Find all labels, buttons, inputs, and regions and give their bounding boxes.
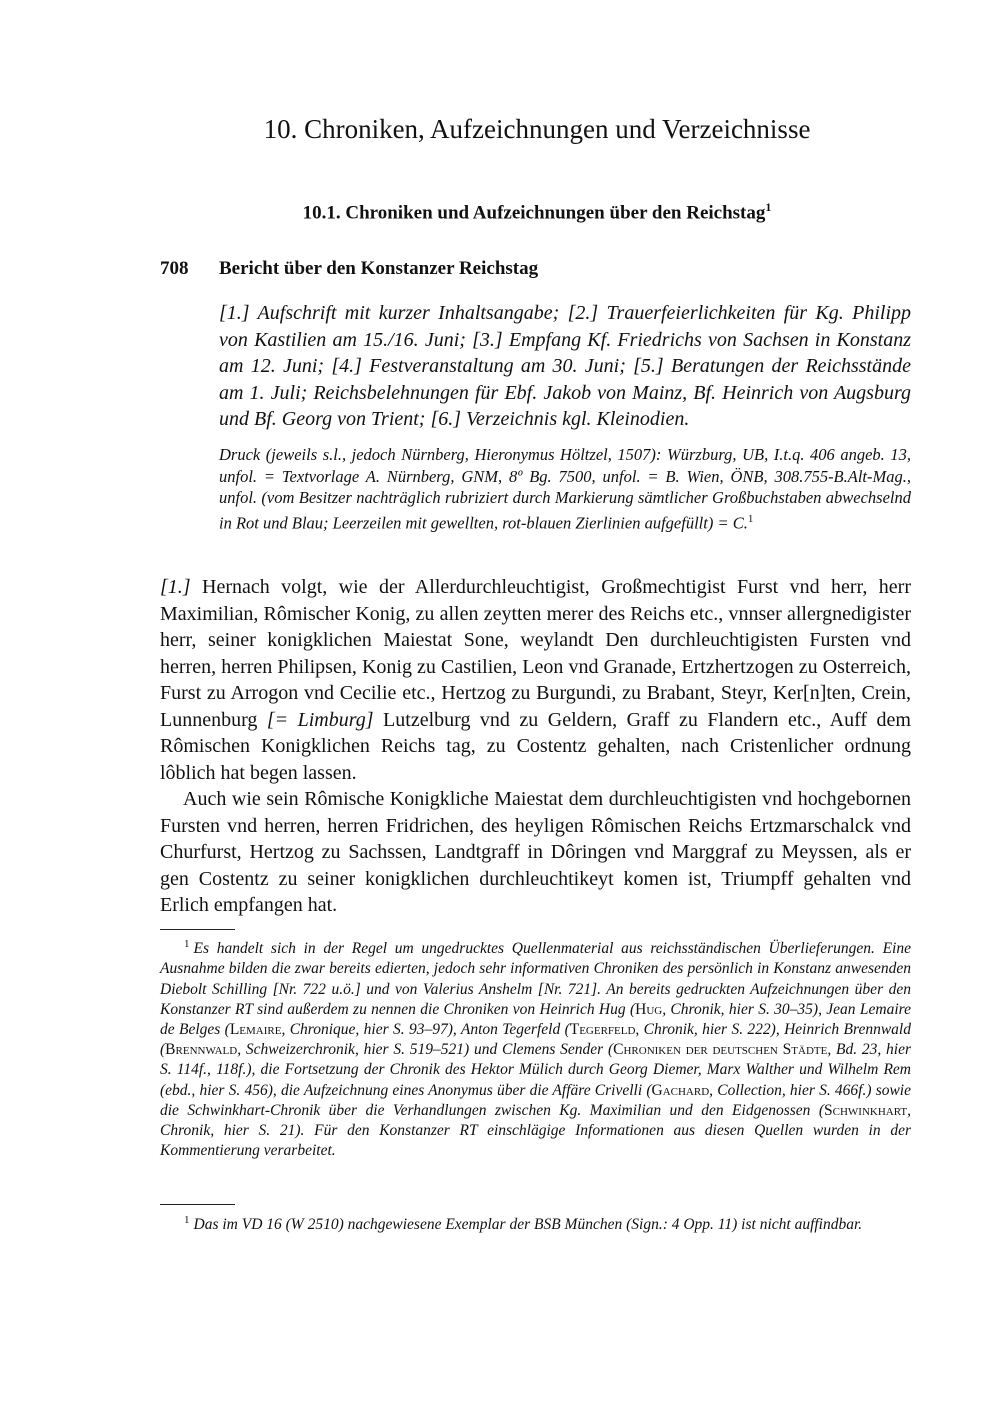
- section-title: [0, 200, 1004, 224]
- author-name: Brennwald: [165, 1041, 238, 1059]
- footnote-divider: [160, 929, 235, 930]
- section-title-text: 10.1. Chroniken und Aufzeichnungen über den Reichstag: [302, 202, 766, 224]
- paragraph-text: Lutzelburg vnd zu Geldern, Graff zu Flandern etc., Auff dem Rômischen Konigklichen Reichs tag, zu Costentz gehalten, nach Cristenlicher ordnung lôblich hat begen lassen.: [160, 708, 911, 784]
- paragraph-label: [1.]: [160, 576, 191, 598]
- footnote-2: [160, 1210, 911, 1235]
- footnote-mark: 1: [184, 938, 190, 950]
- author-name: Schwinkhart: [824, 1101, 908, 1119]
- footnote-1: [160, 934, 911, 1161]
- footnote-text: , Chronik, hier S. 21). Für den Konstanzer RT einschlägige Informationen aus diesen Quellen wurden in der Kommentierung verarbeitet.: [160, 1101, 911, 1160]
- footnote-text: Es handelt sich in der Regel um ungedrucktes Quellenmaterial aus reichsständischen Überlieferungen. Eine Ausnahme bilden die zwar bereits edierten, jedoch sehr informativen Chroniken des persönlich in Konstanz anwesenden Diebolt Schilling [Nr. 722 u.ö.] und von Valerius Anshelm [Nr. 721]. An bereits gedruckten Aufzeichnungen über den Konstanzer RT sind außerdem zu nennen die Chroniken von Heinrich Hug (: [160, 940, 911, 1018]
- author-name: Chroniken der deutschen Städte: [613, 1041, 828, 1059]
- footnote-text: , Chronik, hier S. 30–35), Jean Lemaire de Belges (: [160, 1000, 911, 1038]
- author-name: Lemaire: [229, 1020, 282, 1038]
- footnote-text: , Schweizerchronik, hier S. 519–521) und Clemens Sender (: [237, 1041, 614, 1059]
- print-source-text: Druck (jeweils s.l., jedoch Nürnberg, Hieronymus Höltzel, 1507): Würzburg, UB, I.t.q. 406 angeb. 13, unfol. = Textvorlage A. Nürnberg, GNM, 8º Bg. 7500, unfol. = B. Wien, ÖNB, 308.755-B.Alt-Mag., unfol. (vom Besitzer nachträglich rubriziert durch Markierung sämtlicher Großbuchstaben abwechselnd in Rot und Blau; Leerzeilen mit gewellten, rot-blauen Zierlinien aufgefüllt) = C.: [219, 445, 911, 532]
- editorial-insert: [= Limburg]: [266, 708, 374, 731]
- footnote-text: , Collection, hier S. 466f.) sowie die Schwinkhart-Chronik über die Verhandlungen zwischen Kg. Maximilian und den Eidgenossen (: [160, 1081, 911, 1119]
- chapter-title: 10. Chroniken, Aufzeichnungen und Verzeichnisse: [263, 114, 811, 144]
- footnote-text: , Chronik, hier S. 222), Heinrich Brennwald (: [160, 1020, 911, 1059]
- source-paragraph-2: Auch wie sein Rômische Konigkliche Maiestat dem durchleuchtigisten vnd hochgebornen Fursten vnd herren, herren Fridrichen, des heyligen Rômischen Reichs Ertzmarschalck vnd Churfurst, Hertzog zu Sachssen, Landtgraff in Dôringen vnd Marggraf zu Meyssen, als er gen Costentz zu seiner konigklichen durchleuchtikeyt komen ist, Triumpff gehalten vnd Erlich empfangen hat.: [160, 788, 911, 916]
- author-name: Tegerfeld: [569, 1020, 636, 1038]
- section-footnote-ref[interactable]: 1: [765, 200, 772, 214]
- footnote-text: , Bd. 23, hier S. 114f., 118f.), die Fortsetzung der Chronik des Hektor Mülich durch Georg Diemer, Marx Walther und Wilhelm Rem (ebd., hier S. 456), die Aufzeichnung eines Anonymus über die Affäre Crivelli (: [160, 1041, 911, 1099]
- footnote-mark: 1: [184, 1214, 190, 1226]
- footnote-divider: [160, 1204, 235, 1205]
- footnote-text: Das im VD 16 (W 2510) nachgewiesene Exemplar der BSB München (Sign.: 4 Opp. 11) ist nicht auffindbar.: [193, 1216, 863, 1234]
- entry-summary: [1.] Aufschrift mit kurzer Inhaltsangabe; [2.] Trauerfeierlichkeiten für Kg. Philipp von Kastilien am 15./16. Juni; [3.] Empfang Kf. Friedrichs von Sachsen in Konstanz am 12. Juni; [4.] Festveranstaltung am 30. Juni; [5.] Beratungen der Reichsstände am 1. Juli; Reichsbelehnungen für Ebf. Jakob von Mainz, Bf. Heinrich von Augsburg und Bf. Georg von Trient; [6.] Verzeichnis kgl. Kleinodien.: [219, 302, 911, 430]
- print-source-footnote-ref[interactable]: 1: [747, 512, 754, 525]
- source-paragraph-1: [160, 574, 911, 786]
- source-text: [160, 574, 911, 919]
- paragraph-text: Hernach volgt, wie der Allerdurchleuchtigist, Großmechtigist Furst vnd herr, herr Maximilian, Rômischer Konig, zu allen zeytten merer des Reichs etc., vnnser allergnedigister herr, seiner konigklichen Maiestat Sone, weylandt Den durchleuchtigisten Fursten vnd herren, herren Philipsen, Konig zu Castilien, Leon vnd Granade, Ertzhertzogen zu Osterreich, Furst zu Arrogon vnd Cecilie etc., Hertzog zu Burgundi, zu Brabant, Steyr, Ker[n]ten, Crein, Lunnenburg: [160, 576, 911, 731]
- entry-heading: [160, 258, 538, 280]
- entry-number: 708: [160, 258, 189, 279]
- footnote-text: , Chronique, hier S. 93–97), Anton Tegerfeld (: [281, 1020, 570, 1038]
- print-source-note: [219, 444, 911, 534]
- author-name: Gachard: [651, 1081, 710, 1099]
- entry-title: Bericht über den Konstanzer Reichstag: [219, 258, 539, 279]
- author-name: Hug: [635, 1000, 663, 1018]
